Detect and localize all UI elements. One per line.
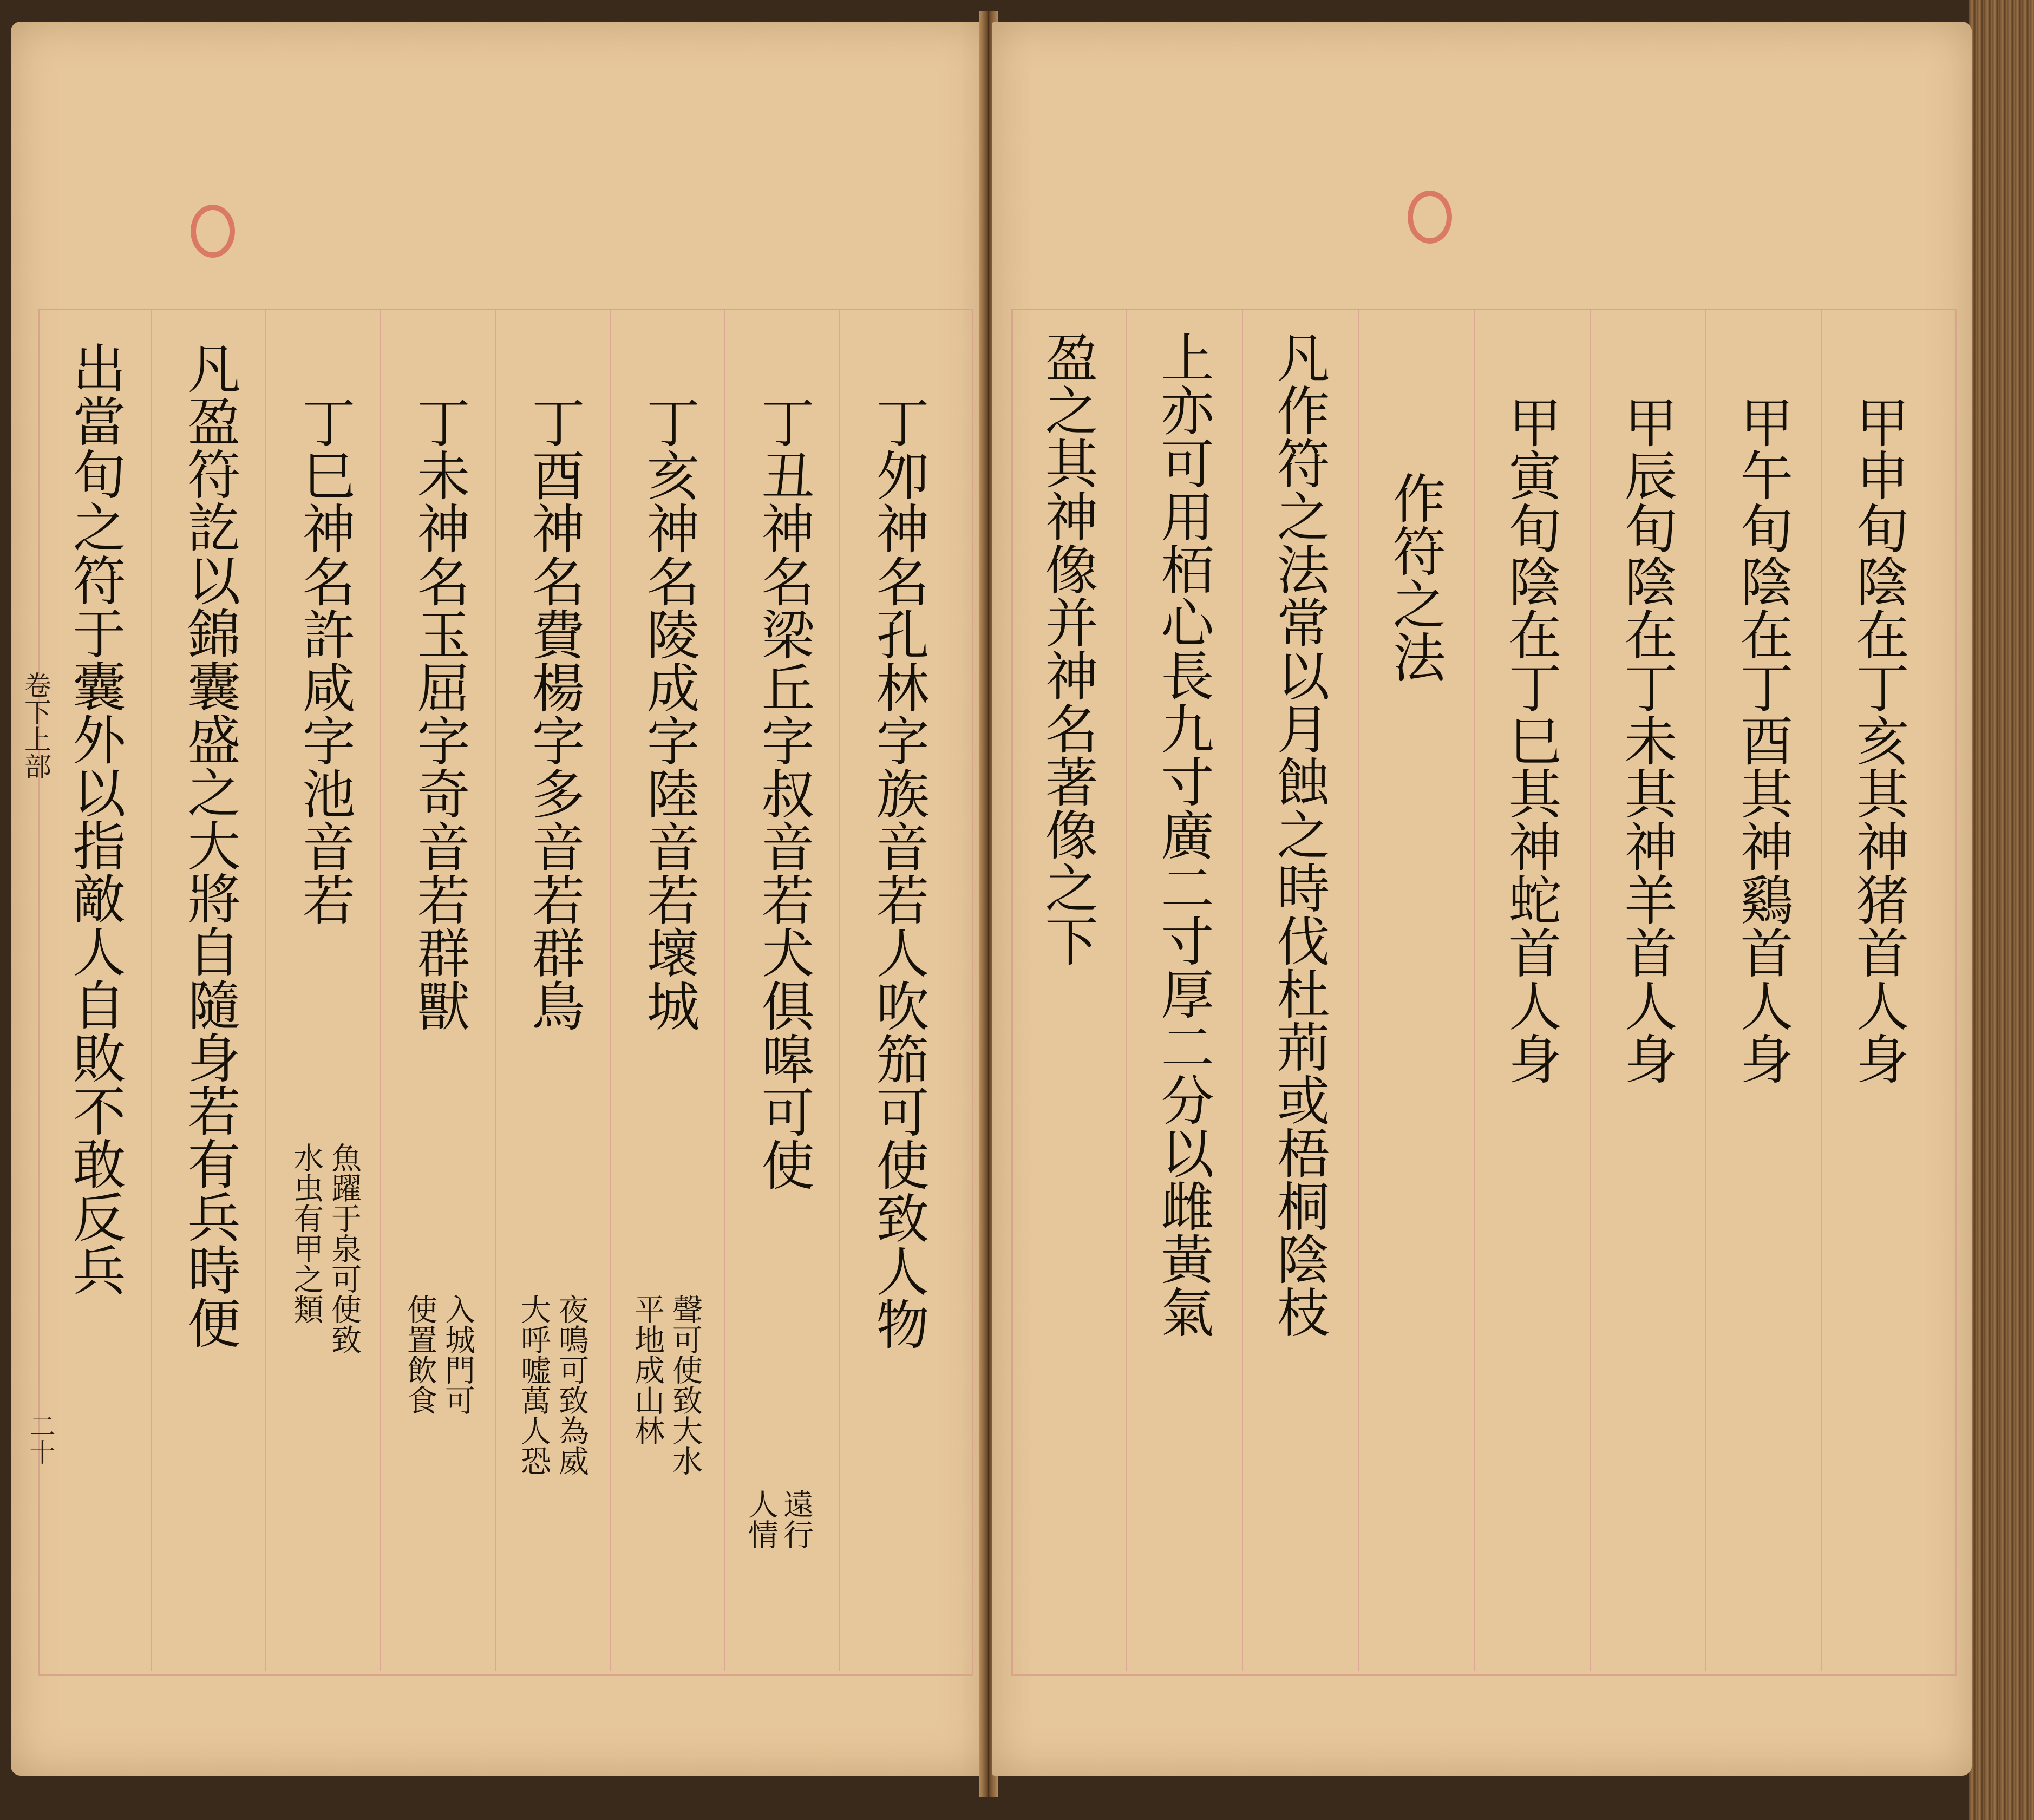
annotation-left: 水虫有甲之類 <box>289 1142 324 1324</box>
annotation-right: 聲可使致大水 <box>668 1294 703 1476</box>
text-column: 凡作符之法常以月蝕之時伐杜荊或梧桐陰枝 <box>1268 330 1330 1338</box>
text-column: 出當旬之符于囊外以指敵人自敗不敢反兵 <box>64 341 126 1296</box>
section-heading: 作符之法 <box>1384 471 1446 683</box>
annotation-left: 大呼嘘萬人恐 <box>516 1294 551 1476</box>
column-rule <box>1358 310 1359 1671</box>
text-column: 凡盈符訖以錦囊盛之大將自隨身若有兵時便 <box>179 341 240 1349</box>
text-column: 甲寅旬陰在丁巳其神蛇首人身 <box>1500 395 1561 1085</box>
column-rule <box>1590 310 1591 1671</box>
column-rule <box>1474 310 1475 1671</box>
text-column: 丁丑神名梁丘字叔音若犬俱嗥可使 <box>753 395 814 1191</box>
column-rule <box>610 310 611 1671</box>
red-seal-mark <box>191 205 235 258</box>
annotation-right: 魚躍于泉可使致 <box>326 1142 362 1354</box>
column-rule <box>1821 310 1822 1671</box>
text-column: 甲辰旬陰在丁未其神羊首人身 <box>1616 395 1677 1085</box>
column-rule <box>1705 310 1706 1671</box>
annotation-right: 遠行 <box>779 1489 814 1549</box>
column-rule <box>1242 310 1243 1671</box>
column-rule <box>495 310 496 1671</box>
text-column: 丁未神名玉屈字奇音若群獸 <box>408 395 470 1032</box>
text-column: 丁巳神名許咸字池音若 <box>293 395 355 926</box>
annotation-right: 夜鳴可致為威 <box>554 1294 589 1476</box>
column-rule <box>380 310 381 1671</box>
text-column: 上亦可用栢心長九寸廣二寸厚二分以雌黃氣 <box>1152 330 1214 1338</box>
left-page <box>11 22 985 1776</box>
page-edges <box>1969 0 2034 1820</box>
annotation-left: 使置飲食 <box>402 1294 437 1415</box>
column-rule <box>1126 310 1127 1671</box>
text-column: 甲申旬陰在丁亥其神猪首人身 <box>1847 395 1909 1085</box>
annotation-right: 入城門可 <box>440 1294 475 1415</box>
text-column: 丁夘神名孔林字族音若人吹笳可使致人物 <box>867 395 929 1350</box>
column-rule <box>839 310 840 1671</box>
annotation-left: 平地成山林 <box>630 1294 665 1445</box>
text-column: 丁亥神名陵成字陸音若壞城 <box>638 395 699 1032</box>
text-column: 丁酉神名費楊字多音若群鳥 <box>523 395 585 1032</box>
right-page <box>992 22 1972 1776</box>
annotation-left: 人情 <box>743 1489 779 1549</box>
column-rule <box>151 310 152 1671</box>
folio-number: 二十 <box>25 1413 55 1465</box>
text-column: 盈之其神像并神名著像之下 <box>1036 330 1098 967</box>
text-column: 甲午旬陰在丁酉其神鷄首人身 <box>1731 395 1793 1085</box>
margin-label: 卷下上部 <box>20 671 51 780</box>
red-seal-mark <box>1408 191 1452 244</box>
column-rule <box>724 310 725 1671</box>
column-rule <box>265 310 266 1671</box>
